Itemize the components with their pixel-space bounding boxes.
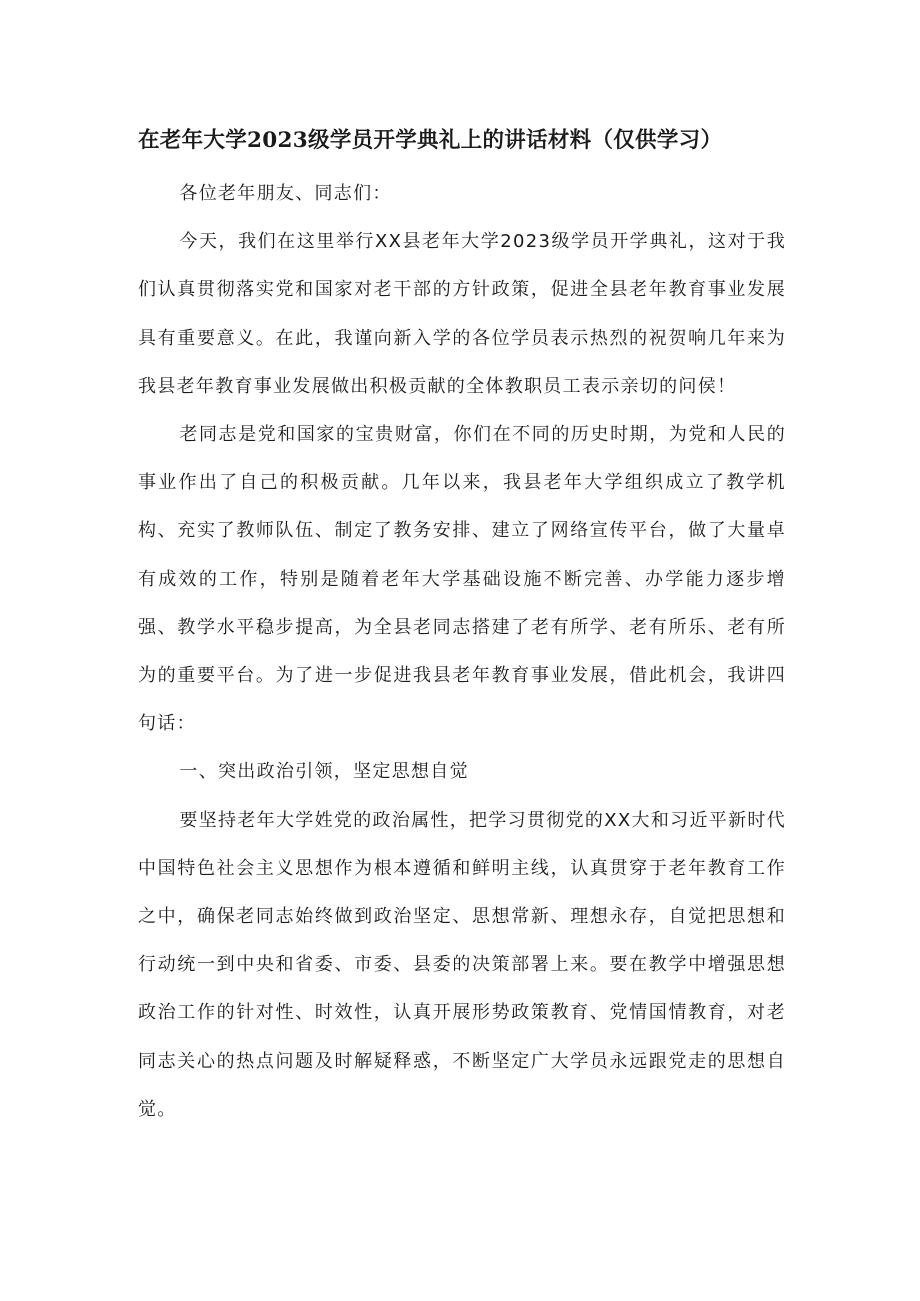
paragraph-opening: 今天，我们在这里举行XX县老年大学2023级学员开学典礼，这对于我们认真贯彻落实党和国家对老干部的方针政策，促进全县老年教育事业发展具有重要意义。在此，我谨向新入学的各位学员表示热烈的祝贺响几年来为我县老年教育事业发展做出积极贡献的全体教职员工表示亲切的问侯！ bbox=[138, 231, 786, 397]
section-heading-one: 一、突出政治引领，坚定思想自觉 bbox=[179, 761, 469, 783]
paragraph-achievements: 老同志是党和国家的宝贵财富，你们在不同的历史时期，为党和人民的事业作出了自己的积极贡献。几年以来，我县老年大学组织成立了教学机构、充实了教师队伍、制定了教务安排、建立了网络宣传平台，做了大量卓有成效的工作，特别是随着老年大学基础设施不断完善、办学能力逐步增强、教学水平稳步提高，为全县老同志搭建了老有所学、老有所乐、老有所为的重要平台。为了进一步促进我县老年教育事业发展，借此机会，我讲四句话： bbox=[138, 424, 786, 735]
document-body bbox=[138, 170, 786, 1134]
paragraph-political-guidance: 要坚持老年大学姓党的政治属性，把学习贯彻党的XX大和习近平新时代中国特色社会主义思想作为根本遵循和鲜明主线，认真贯穿于老年教育工作之中，确保老同志始终做到政治坚定、思想常新、理想永存，自觉把思想和行动统一到中央和省委、市委、县委的决策部署上来。要在教学中增强思想政治工作的针对性、时效性，认真开展形势政策教育、党情国情教育，对老同志关心的热点问题及时解疑释惑，不断坚定广大学员永远跟党走的思想自觉。 bbox=[138, 809, 786, 1120]
document-title: 在老年大学2023级学员开学典礼上的讲话材料（仅供学习） bbox=[138, 128, 723, 153]
salutation: 各位老年朋友、同志们： bbox=[179, 183, 392, 204]
